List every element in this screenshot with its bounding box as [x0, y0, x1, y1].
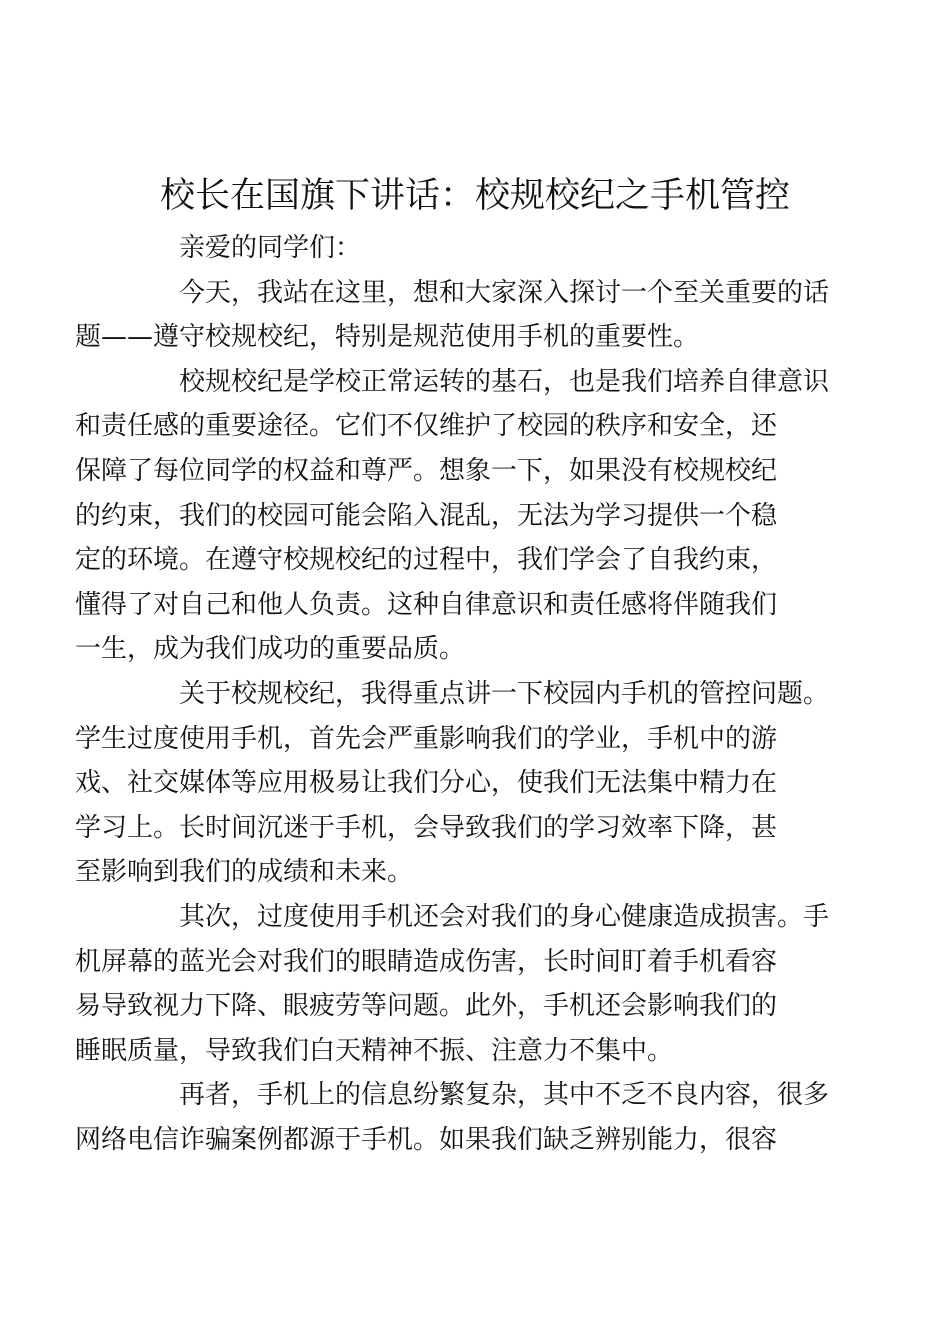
text-line: 关于校规校纪，我得重点讲一下校园内手机的管控问题。 [179, 678, 830, 709]
document-title: 校长在国旗下讲话：校规校纪之手机管控 [159, 176, 790, 216]
text-line: 学习上。长时间沉迷于手机，会导致我们的学习效率下降，甚 [75, 812, 778, 843]
text-line: 易导致视力下降、眼疲劳等问题。此外，手机还会影响我们的 [75, 991, 778, 1022]
text-line: 学生过度使用手机，首先会严重影响我们的学业，手机中的游 [75, 723, 778, 754]
paragraph-1 [75, 271, 847, 360]
text-line: 一生，成为我们成功的重要品质。 [75, 634, 466, 665]
text-line: 亲爱的同学们： [179, 233, 362, 263]
text-line: 睡眠质量，导致我们白天精神不振、注意力不集中。 [75, 1035, 674, 1066]
text-line: 其次，过度使用手机还会对我们的身心健康造成损害。手 [179, 901, 830, 932]
paragraph-4 [75, 895, 847, 1073]
text-line: 再者，手机上的信息纷繁复杂，其中不乏不良内容，很多 [179, 1080, 830, 1111]
text-line: 题——遵守校规校纪，特别是规范使用手机的重要性。 [75, 322, 700, 353]
text-line: 至影响到我们的成绩和未来。 [75, 857, 414, 888]
text-line: 懂得了对自己和他人负责。这种自律意识和责任感将伴随我们 [75, 589, 778, 620]
text-line: 保障了每位同学的权益和尊严。想象一下，如果没有校规校纪 [75, 455, 778, 486]
text-line: 定的环境。在遵守校规校纪的过程中，我们学会了自我约束， [75, 545, 778, 576]
text-line: 网络电信诈骗案例都源于手机。如果我们缺乏辨别能力，很容 [75, 1124, 778, 1155]
paragraph-2 [75, 360, 847, 672]
paragraph-5 [75, 1073, 847, 1162]
text-line: 校规校纪是学校正常运转的基石，也是我们培养自律意识 [179, 366, 830, 397]
text-line: 机屏幕的蓝光会对我们的眼睛造成伤害，长时间盯着手机看容 [75, 946, 778, 977]
paragraph-3 [75, 672, 847, 895]
text-line: 的约束，我们的校园可能会陷入混乱，无法为学习提供一个稳 [75, 500, 778, 531]
text-line: 和责任感的重要途径。它们不仅维护了校园的秩序和安全，还 [75, 411, 778, 442]
document-body [75, 226, 847, 1162]
text-line: 今天，我站在这里，想和大家深入探讨一个至关重要的话 [179, 277, 830, 308]
greeting-paragraph [127, 226, 847, 271]
text-line: 戏、社交媒体等应用极易让我们分心，使我们无法集中精力在 [75, 768, 778, 799]
